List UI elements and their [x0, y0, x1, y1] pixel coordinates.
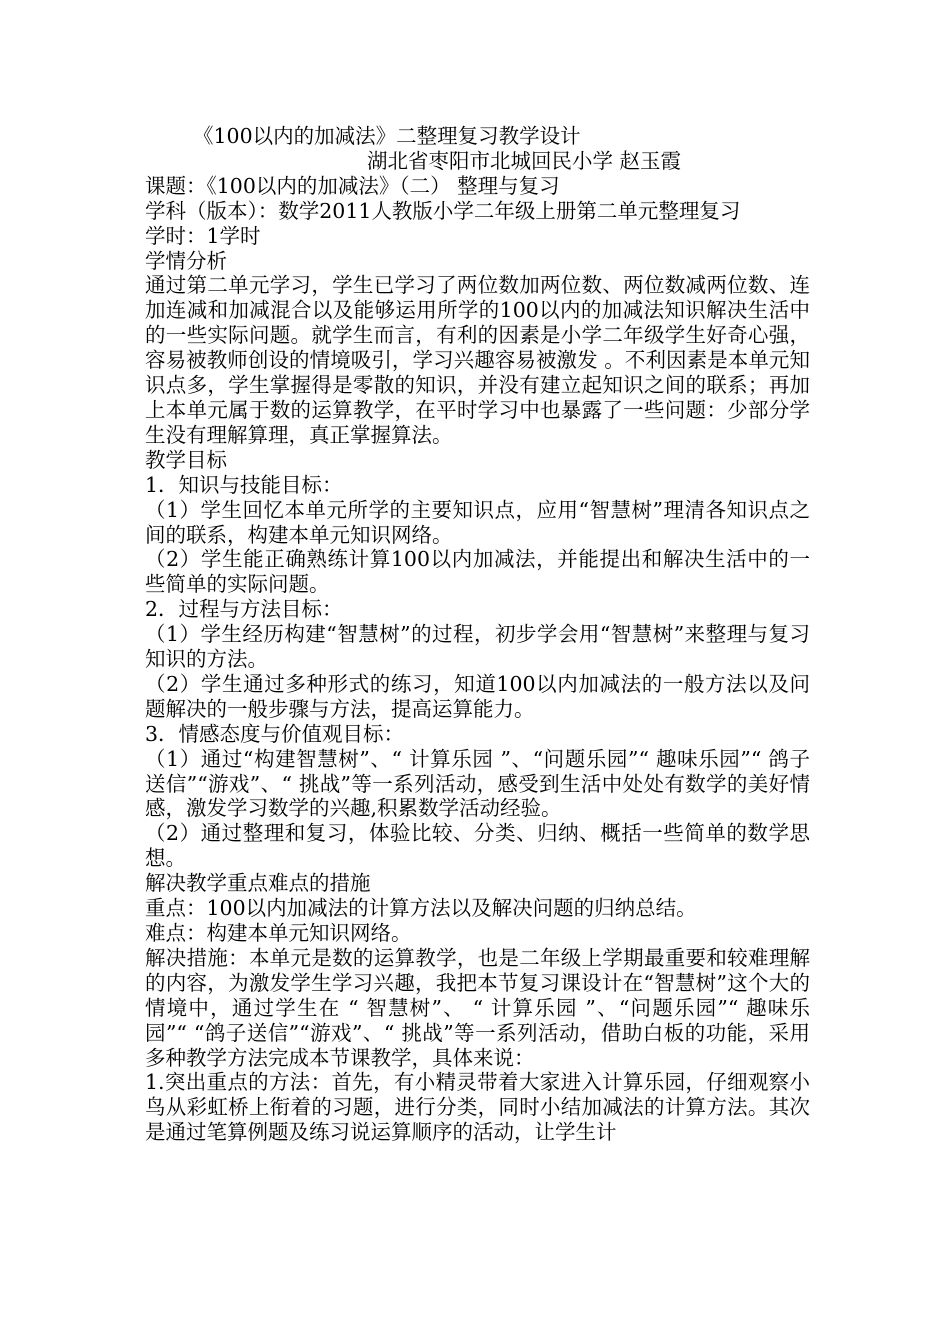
- paragraph: 2．过程与方法目标：: [145, 597, 343, 622]
- course-title-line: 课题：《100以内的加减法》（二） 整理与复习: [145, 173, 560, 198]
- paragraph: （2）学生通过多种形式的练习，知道100以内加减法的一般方法以及问题解决的一般步骤与方法，提高运算能力。: [145, 671, 810, 721]
- paragraph: （2）通过整理和复习，体验比较、分类、归纳、概括一些简单的数学思想。: [145, 821, 810, 871]
- paragraph: （2）学生能正确熟练计算100以内加减法，并能提出和解决生活中的一些简单的实际问题。: [145, 547, 810, 597]
- paragraph: 难点：构建本单元知识网络。: [145, 921, 412, 945]
- class-hours-line: 学时：1学时: [145, 223, 261, 248]
- paragraph: （1）学生经历构建“智慧树”的过程，初步学会用“智慧树”来整理与复习知识的方法。: [145, 622, 810, 672]
- paragraph: 1.突出重点的方法：首先，有小精灵带着大家进入计算乐园，仔细观察小鸟从彩虹桥上衔着的习题，进行分类，同时小结加减法的计算方法。其次是通过笔算例题及练习说运算顺序的活动，让学生计: [145, 1070, 810, 1145]
- paragraph: 解决措施：本单元是数的运算教学，也是二年级上学期最重要和较难理解的内容，为激发学生学习兴趣，我把本节复习课设计在“智慧树”这个大的情境中，通过学生在 “ 智慧树”、 “ 计算乐园 ”、“问题乐园”“ 趣味乐园”“ “鸽子送信”“游戏”、“ 挑战”等一系列活动，借助白板的功能，采用多种教学方法完成本节课教学，具体来说：: [145, 945, 810, 1070]
- paragraph: 3．情感态度与价值观目标：: [145, 721, 405, 746]
- section-heading: 解决教学重点难点的措施: [145, 871, 371, 896]
- paragraph: （1）通过“构建智慧树”、“ 计算乐园 ”、“问题乐园”“ 趣味乐园”“ 鸽子送信”“游戏”、“ 挑战”等一系列活动，感受到生活中处处有数学的美好情感，激发学习数学的兴趣,积累数学活动经验。: [145, 746, 810, 821]
- paragraph: 重点：100以内加减法的计算方法以及解决问题的归纳总结。: [145, 896, 697, 921]
- section-heading: 教学目标: [145, 447, 227, 472]
- document-author: 湖北省枣阳市北城回民小学 赵玉霞: [367, 148, 682, 173]
- paragraph: （1）学生回忆本单元所学的主要知识点，应用“智慧树”理清各知识点之间的联系，构建本单元知识网络。: [145, 497, 810, 547]
- paragraph: 1．知识与技能目标：: [145, 472, 343, 497]
- section-heading: 学情分析: [145, 248, 227, 273]
- document-title: 《100以内的加减法》二整理复习教学设计: [193, 124, 581, 148]
- paragraph: 通过第二单元学习，学生已学习了两位数加两位数、两位数减两位数、连加连减和加减混合以及能够运用所学的100以内的加减法知识解决生活中的一些实际问题。就学生而言，有利的因素是小学二年级学生好奇心强，容易被教师创设的情境吸引，学习兴趣容易被激发 。不利因素是本单元知识点多，学生掌握得是零散的知识，并没有建立起知识之间的联系；再加上本单元属于数的运算教学，在平时学习中也暴露了一些问题：少部分学生没有理解算理，真正掌握算法。: [145, 273, 810, 447]
- document-body: [145, 124, 810, 1145]
- subject-line: 学科（版本）：数学2011人教版小学二年级上册第二单元整理复习: [145, 198, 741, 223]
